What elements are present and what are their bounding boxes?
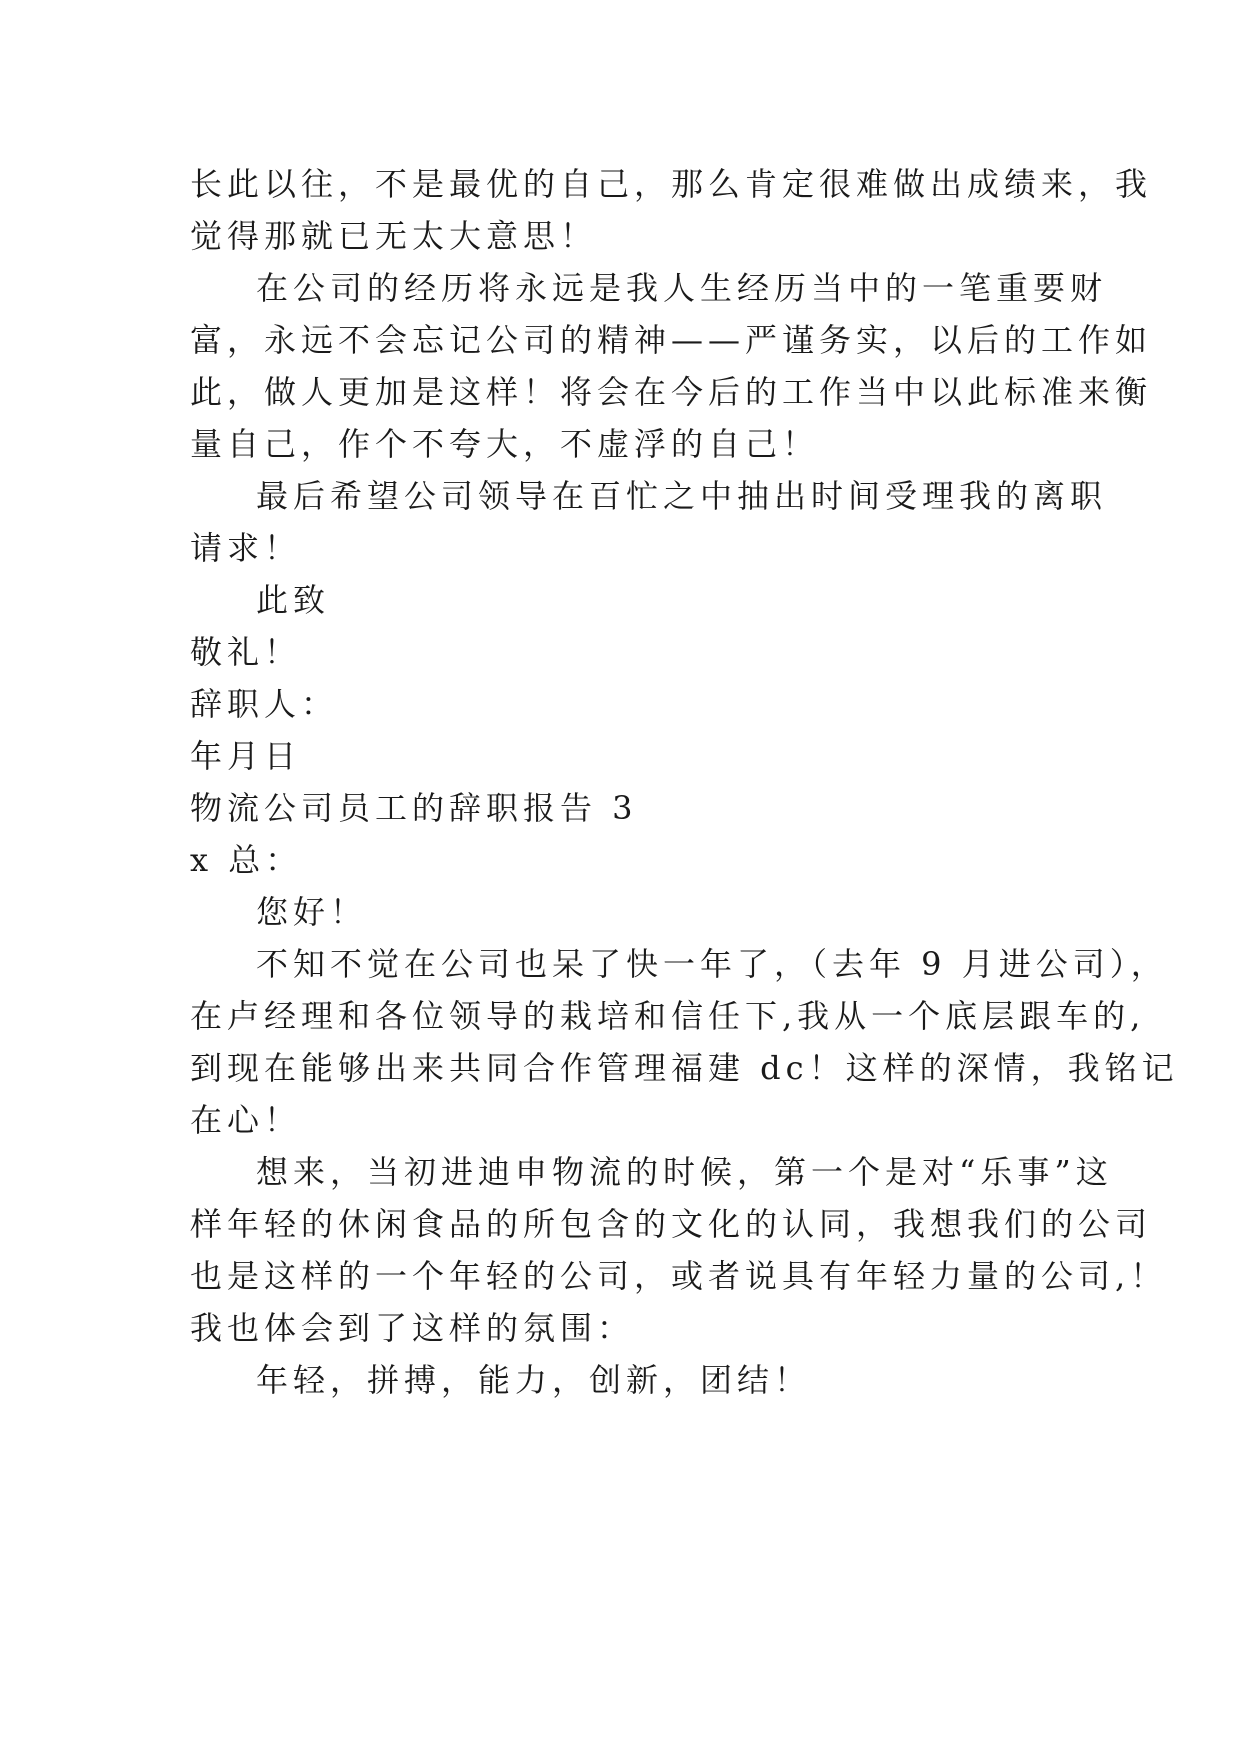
salutation-line: x 总： — [190, 841, 303, 879]
paragraph-line: 最后希望公司领导在百忙之中抽出时间受理我的离职 — [256, 477, 1108, 515]
greeting-line: 您好！ — [256, 893, 368, 931]
signature-line: 辞职人： — [190, 685, 339, 723]
paragraph-line: 也是这样的一个年轻的公司，或者说具有年轻力量的公司,！ — [190, 1257, 1168, 1295]
paragraph-line: 此，做人更加是这样！将会在今后的工作当中以此标准来衡 — [190, 373, 1153, 411]
paragraph-line: 年轻，拼搏，能力，创新，团结！ — [256, 1361, 812, 1399]
closing-line: 此致 — [256, 581, 331, 619]
paragraph-line: 我也体会到了这样的氛围： — [190, 1309, 635, 1347]
paragraph-line: 量自己，作个不夸大，不虚浮的自己！ — [190, 425, 820, 463]
paragraph-line: 想来，当初进迪申物流的时候，第一个是对“乐事”这 — [256, 1153, 1113, 1191]
paragraph-line: 富，永远不会忘记公司的精神——严谨务实，以后的工作如 — [190, 321, 1153, 359]
paragraph-line: 不知不觉在公司也呆了快一年了，（去年 9 月进公司）， — [256, 945, 1168, 983]
section-title: 物流公司员工的辞职报告 3 — [190, 789, 638, 827]
paragraph-line: 到现在能够出来共同合作管理福建 dc！这样的深情，我铭记 — [190, 1049, 1179, 1087]
paragraph-line: 在心！ — [190, 1101, 302, 1139]
paragraph-line: 样年轻的休闲食品的所包含的文化的认同，我想我们的公司 — [190, 1205, 1153, 1243]
paragraph-line: 请求！ — [190, 529, 302, 567]
paragraph-line: 觉得那就已无太大意思！ — [190, 217, 598, 255]
paragraph-line: 在公司的经历将永远是我人生经历当中的一笔重要财 — [256, 269, 1108, 307]
paragraph-line: 长此以往，不是最优的自己，那么肯定很难做出成绩来，我 — [190, 165, 1153, 203]
paragraph-line: 在卢经理和各位领导的栽培和信任下,我从一个底层跟车的, — [190, 997, 1146, 1035]
date-line: 年月日 — [190, 737, 302, 775]
closing-line: 敬礼！ — [190, 633, 302, 671]
